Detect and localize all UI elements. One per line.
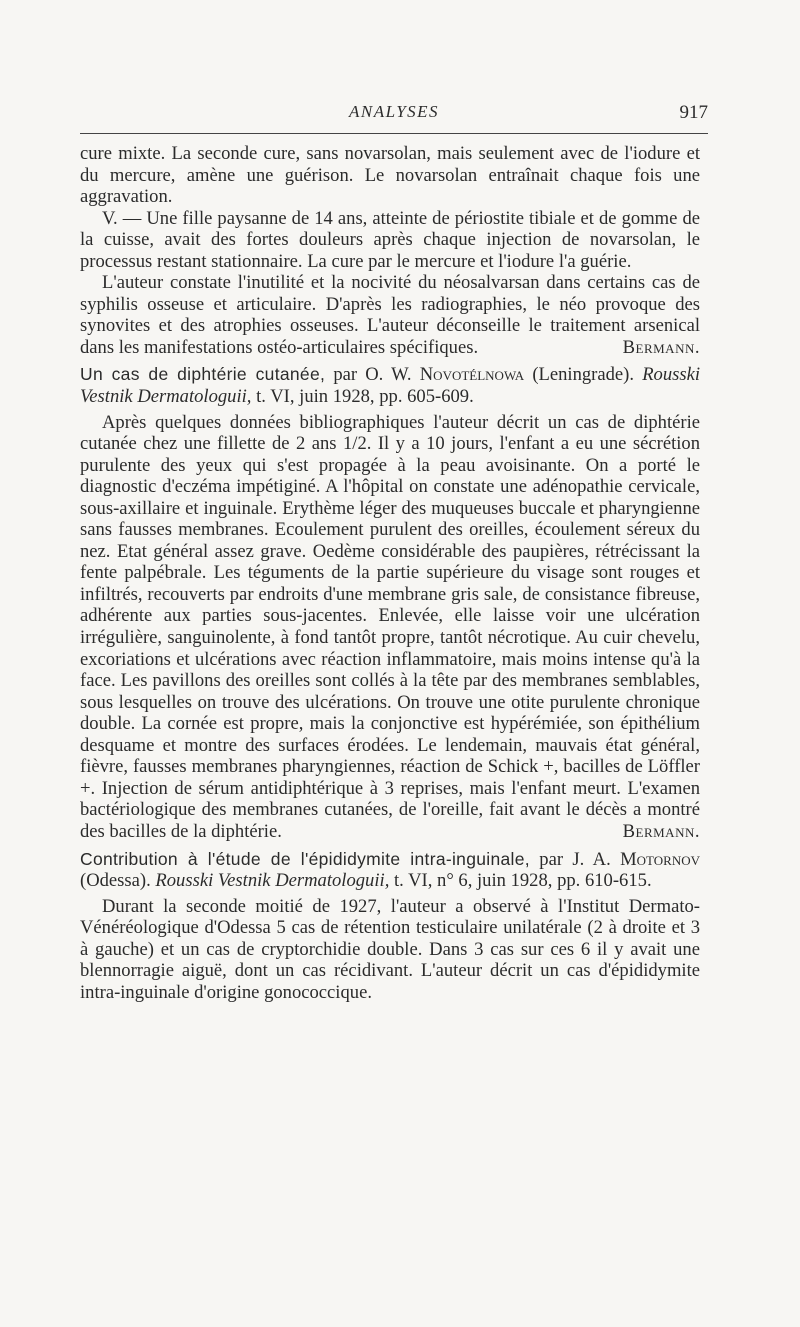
review2-title: Un cas de diphtérie cutanée, [80,364,326,385]
review2-journal: Rousski Vestnik Dermatologuii, [80,364,701,408]
review2-signature: Bermann. [622,820,700,842]
review1-signature: Bermann. [622,336,700,358]
review2-place: (Leningrade). [532,364,635,386]
review3-title: Contribution à l'étude de l'épididymite intra-inguinale, [80,848,530,869]
review2-text: Après quelques données bibliographiques l'auteur décrit un cas de diphtérie cutanée chez une fillette de 2 ans 1/2. Il y a 10 jours, l'enfant a eu une sécrétion purulente des yeux qui s'est propagée à la peau avoisinante. On a porté le diagnostic d'eczéma impétiginé. A l'hôpital on constate une adénopathie cervicale, sous-axillaire et inguinale. Erythème léger des muqueuses buccale et pharyngienne sans fausses membranes. Ecoulement purulent des oreilles, écoulement séreux du nez. Etat général assez grave. Oedème considérable des paupières, rétrécissant la fente palpébrale. Les téguments de la partie supérieure du visage sont rouges et infiltrés, recouverts par endroits d'une membrane gris sale, de consistance fibreuse, adhérente aux parties sous-jacentes. Enlevée, elle laisse voir une ulcération irrégulière, sanguinolente, à fond tantôt propre, tantôt nécrotique. Au cuir chevelu, excoriations et ulcérations avec réaction inflammatoire, mais moins intense qu'à la face. Les pavillons des oreilles sont collés à la tête par des membranes semblables, sous lesquelles on trouve des ulcérations. On trouve une otite purulente chronique double. La cornée est propre, mais la conjonctive est hypérémiée, son épithélium desquame et montre des surfaces érodées. Le lendemain, mauvais état général, fièvre, fausses membranes pharyngiennes, réaction de Schick +, bacilles de Löffler +. Injection de sérum antidiphtérique à 3 reprises, mais l'enfant meurt. L'examen bactériologique des membranes cutanées, de l'oreille, fait avant le décès a montré des bacilles de la diphtérie. [80,411,700,842]
review2-heading [80,364,700,407]
review3-author: Motornov [620,848,700,870]
review1-paragraph-3-text: L'auteur constate l'inutilité et la nocivité du néosalvarsan dans certains cas de syphilis osseuse et articulaire. D'après les radiographies, le néo provoque des synovites et des atrophies osseuses. L'auteur déconseille le traitement arsenical dans les manifestations ostéo-articulaires spécifiques. [80,272,700,358]
review1-paragraph-1: cure mixte. La seconde cure, sans novarsolan, mais seulement avec de l'iodure et du mercure, amène une guérison. Le novarsolan entraînait chaque fois une aggravation. [80,143,700,208]
page-body [80,143,700,1003]
review2-by: par O. W. [333,364,412,386]
review3-journal: Rousski Vestnik Dermatologuii, [155,870,390,892]
review2-text-paragraph [80,412,700,843]
review3-by: par J. A. [539,848,611,870]
review3-place: (Odessa). [80,870,151,892]
review2-reference: t. VI, juin 1928, pp. 605-609. [256,386,474,408]
review2-author: Novotélnowa [419,364,525,386]
review3-reference: t. VI, n° 6, juin 1928, pp. 610-615. [394,870,652,892]
page-header [80,98,708,132]
running-title: ANALYSES [348,102,440,121]
page-number: 917 [679,102,708,123]
review3-heading [80,849,700,892]
review1-paragraph-2: V. — Une fille paysanne de 14 ans, atteinte de périostite tibiale et de gomme de la cuisse, avait des fortes douleurs après chaque injection de novarsolan, le processus restant stationnaire. La cure par le mercure et l'iodure l'a guérie. [80,207,700,272]
header-rule [80,133,708,134]
review1-paragraph-3 [80,272,700,358]
review3-text: Durant la seconde moitié de 1927, l'auteur a observé à l'Institut Dermato-Vénéréologique d'Odessa 5 cas de rétention testiculaire unilatérale (2 à droite et 3 à gauche) et un cas de cryptorchidie double. Dans 3 cas sur ces 6 il y avait une blennorragie aiguë, dont un cas récidivant. L'auteur décrit un cas d'épididymite intra-inguinale d'origine gonococcique. [80,895,700,1003]
